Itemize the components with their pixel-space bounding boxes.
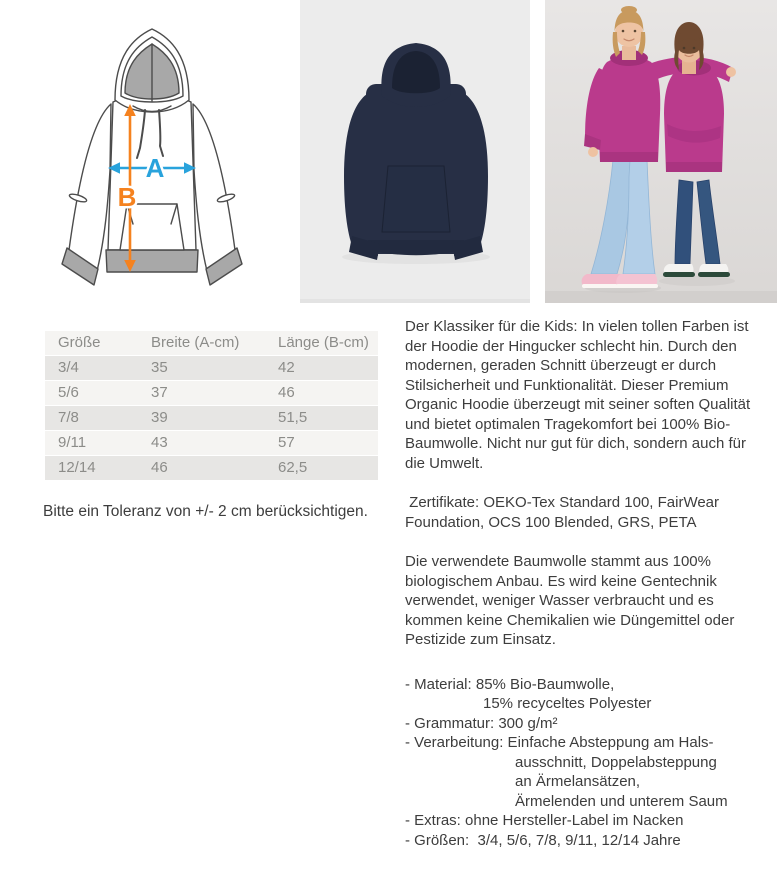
- spec-verarbeitung-cont-1: ausschnitt, Doppelabsteppung: [515, 753, 717, 771]
- column-header-size: Größe: [45, 331, 138, 355]
- model-photo-kids[interactable]: [545, 0, 777, 303]
- product-description: [405, 317, 767, 850]
- kangaroo-pocket: [382, 166, 450, 232]
- table-row: 3/4 35 42: [45, 355, 378, 380]
- product-photo-navy-hoodie[interactable]: [300, 0, 530, 303]
- table-row: 5/6 37 46: [45, 380, 378, 405]
- table-row: 7/8 39 51,5: [45, 405, 378, 430]
- spec-groessen: - Größen: 3/4, 5/6, 7/8, 9/11, 12/14 Jahre: [405, 831, 681, 849]
- description-cotton: Die verwendete Baumwolle stammt aus 100% biologischem Anbau. Es wird keine Gentechnik verwendet, weniger Wasser verbraucht und es kommen keine Chemikalien wie Düngemittel oder Pestizide zum Einsatz.: [405, 553, 735, 648]
- spec-extras: - Extras: ohne Hersteller-Label im Nacken: [405, 812, 684, 829]
- description-certificates: Zertifikate: OEKO-Tex Standard 100, FairWear Foundation, OCS 100 Blended, GRS, PETA: [405, 494, 724, 531]
- spec-verarbeitung-cont-2: an Ärmelansätzen,: [515, 773, 641, 790]
- spec-verarbeitung-cont-3: Ärmelenden und unterem Saum: [515, 792, 728, 810]
- girl-hoodie: [598, 56, 660, 162]
- navy-hoodie-image: [300, 0, 530, 303]
- spec-verarbeitung: - Verarbeitung: Einfache Absteppung am Hals-: [405, 734, 714, 751]
- size-measurement-diagram[interactable]: [45, 10, 245, 300]
- waistband: [106, 250, 198, 272]
- spec-material-cont: 15% recyceltes Polyester: [483, 695, 652, 712]
- spec-material: - Material: 85% Bio-Baumwolle,: [405, 675, 615, 693]
- tolerance-note: Bitte ein Toleranz von +/- 2 cm berücksichtigen.: [43, 503, 368, 520]
- column-header-width: Breite (A-cm): [138, 331, 265, 355]
- length-label: B: [117, 182, 137, 212]
- size-table: [45, 331, 378, 481]
- right-sleeve: [193, 104, 235, 271]
- width-label: A: [145, 153, 165, 183]
- spec-list: [405, 675, 767, 851]
- hoodie-measurement-drawing: [45, 10, 245, 300]
- left-sleeve: [69, 104, 111, 271]
- size-table-header-row: [45, 331, 378, 355]
- girl-hand: [588, 147, 598, 157]
- table-row: 9/11 43 57: [45, 430, 378, 455]
- spec-grammatur: - Grammatur: 300 g/m²: [405, 714, 558, 732]
- table-row: 12/14 46 62,5: [45, 455, 378, 480]
- description-intro: Der Klassiker für die Kids: In vielen tollen Farben ist der Hoodie der Hingucker schlecht hin. Durch den modernen, geraden Schnitt überzeugt er durch Stilsicherheit und Funktionalität. Dieser Premium Organic Hoodie überzeugt mit seiner soften Qualität und bietet optimalen Tragekomfort bei 100% Bio-Baumwolle. Nicht nur gut für dich, sondern auch für die Umwelt.: [405, 318, 751, 472]
- girl-hand-on-shoulder: [726, 67, 736, 77]
- column-header-length: Länge (B-cm): [265, 331, 378, 355]
- kids-wearing-hoodies-image: [545, 0, 777, 303]
